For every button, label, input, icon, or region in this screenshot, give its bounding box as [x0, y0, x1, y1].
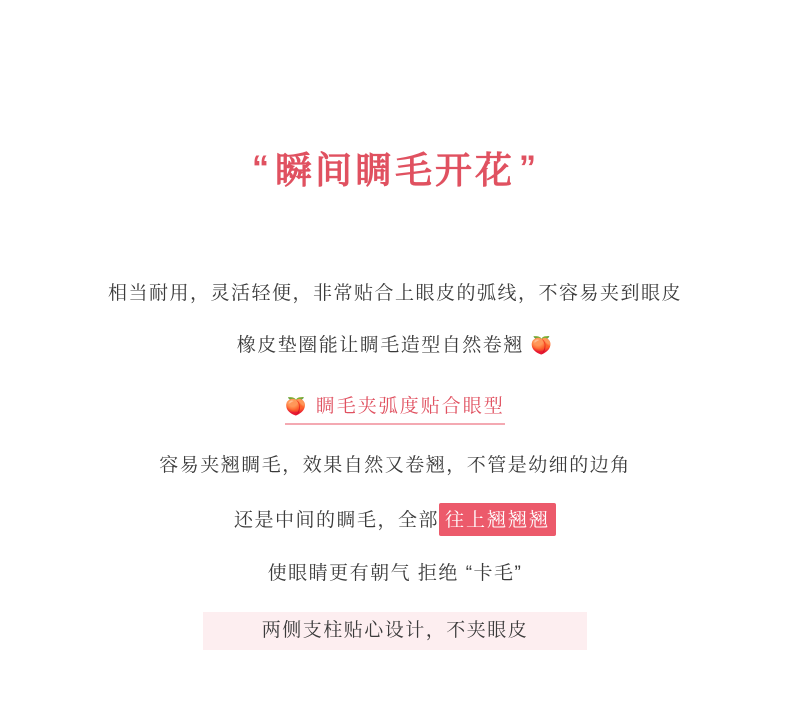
close-quote: ” [519, 149, 538, 187]
highlight-chip: 往上翘翘翘 [439, 503, 556, 536]
bottom-band-text: 两侧支柱贴心设计，不夹眼皮 [261, 620, 529, 641]
page-title [0, 140, 790, 194]
body-line-2 [0, 330, 790, 357]
body-line-2-text: 橡皮垫圈能让睭毛造型自然卷翘 [236, 335, 524, 356]
section-subheading-text: 睭毛夹弧度贴合眼型 [315, 396, 505, 417]
body-line-1: 相当耐用，灵活轻便，非常贴合上眼皮的弧线，不容易夹到眼皮 [107, 283, 682, 304]
peach-icon: 🍑 [530, 335, 554, 355]
body-line-6: 使眼睛更有朝气 拒绝 “卡毛” [267, 563, 523, 584]
body-line-5 [0, 503, 790, 536]
page-title-text: 瞬间睭毛开花 [275, 150, 515, 191]
peach-icon-2: 🍑 [285, 396, 309, 416]
open-quote: “ [252, 149, 271, 187]
section-subheading-inner [285, 391, 504, 425]
body-line-4: 容易夹翘睭毛，效果自然又卷翘，不管是幼细的边角 [159, 455, 631, 476]
body-line-5-prefix: 还是中间的睭毛，全部 [233, 510, 439, 531]
section-subheading [0, 391, 790, 425]
